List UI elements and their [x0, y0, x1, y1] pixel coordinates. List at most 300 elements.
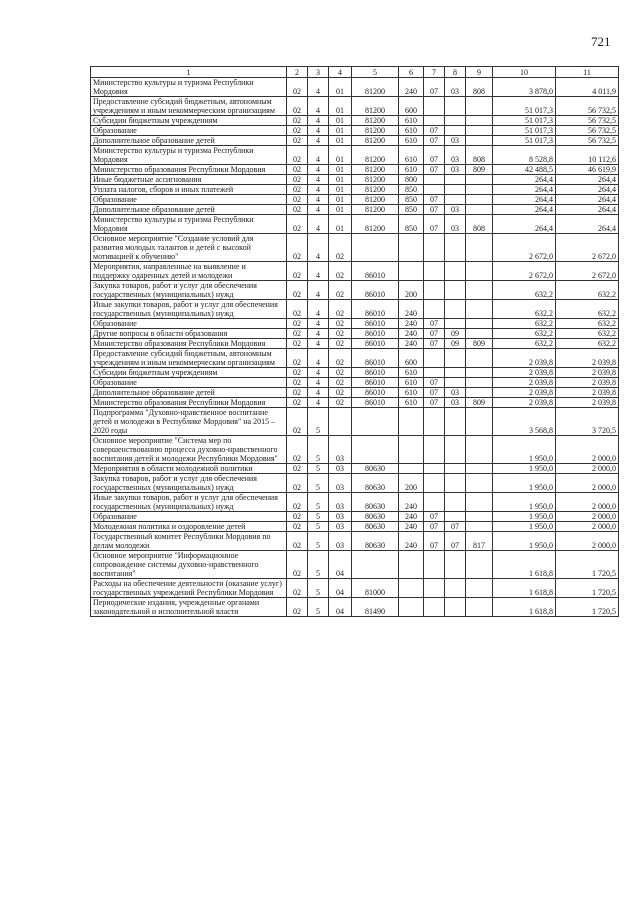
row-name: Дополнительное образование детей [91, 136, 287, 146]
code-cell: 02 [287, 136, 308, 146]
code-cell: 80630 [352, 512, 399, 522]
code-cell: 86010 [352, 281, 399, 300]
row-name: Образование [91, 512, 287, 522]
row-name: Образование [91, 195, 287, 205]
code-cell [352, 234, 399, 262]
code-cell: 02 [287, 195, 308, 205]
code-cell: 09 [445, 339, 466, 349]
code-cell: 4 [308, 339, 329, 349]
code-cell [445, 319, 466, 329]
code-cell: 01 [329, 205, 352, 215]
code-cell: 850 [399, 205, 424, 215]
code-cell [399, 598, 424, 617]
row-name: Предоставление субсидий бюджетным, автономным учреждениям и иным некоммерческим организациям [91, 97, 287, 116]
amount-cell: 2 039,8 [556, 349, 619, 368]
budget-table [90, 66, 619, 617]
code-cell [445, 378, 466, 388]
code-cell: 03 [329, 532, 352, 551]
code-cell: 02 [329, 234, 352, 262]
column-header: 6 [399, 67, 424, 78]
code-cell: 02 [287, 408, 308, 436]
amount-cell: 632,2 [493, 329, 556, 339]
row-name: Образование [91, 126, 287, 136]
column-header: 1 [91, 67, 287, 78]
code-cell: 07 [424, 136, 445, 146]
table-row [91, 329, 619, 339]
table-row [91, 339, 619, 349]
table-row [91, 215, 619, 234]
code-cell: 86010 [352, 378, 399, 388]
code-cell [424, 281, 445, 300]
row-name: Молодежная политика и оздоровление детей [91, 522, 287, 532]
code-cell: 240 [399, 339, 424, 349]
code-cell: 809 [466, 339, 493, 349]
code-cell [466, 408, 493, 436]
code-cell: 81200 [352, 116, 399, 126]
code-cell: 817 [466, 532, 493, 551]
code-cell: 80630 [352, 493, 399, 512]
code-cell [399, 551, 424, 579]
code-cell: 02 [329, 368, 352, 378]
code-cell: 86010 [352, 329, 399, 339]
code-cell: 80630 [352, 532, 399, 551]
code-cell [424, 551, 445, 579]
code-cell [466, 368, 493, 378]
code-cell [466, 185, 493, 195]
code-cell: 5 [308, 493, 329, 512]
table-row [91, 300, 619, 319]
code-cell: 02 [287, 378, 308, 388]
row-name: Закупка товаров, работ и услуг для обеспечения государственных (муниципальных) нужд [91, 281, 287, 300]
table-row [91, 175, 619, 185]
amount-cell: 1 720,5 [556, 598, 619, 617]
amount-cell: 632,2 [556, 281, 619, 300]
code-cell [424, 464, 445, 474]
amount-cell: 2 039,8 [493, 368, 556, 378]
row-name: Дополнительное образование детей [91, 205, 287, 215]
code-cell: 07 [424, 205, 445, 215]
code-cell: 03 [329, 493, 352, 512]
code-cell: 01 [329, 126, 352, 136]
column-header: 10 [493, 67, 556, 78]
code-cell: 4 [308, 378, 329, 388]
code-cell: 02 [287, 339, 308, 349]
amount-cell: 2 039,8 [493, 398, 556, 408]
amount-cell: 3 878,0 [493, 78, 556, 97]
code-cell [445, 464, 466, 474]
code-cell: 240 [399, 300, 424, 319]
row-name: Закупка товаров, работ и услуг для обеспечения государственных (муниципальных) нужд [91, 474, 287, 493]
code-cell: 610 [399, 136, 424, 146]
amount-cell: 51 017,3 [493, 97, 556, 116]
code-cell [466, 281, 493, 300]
code-cell: 610 [399, 116, 424, 126]
code-cell: 4 [308, 175, 329, 185]
amount-cell: 264,4 [556, 215, 619, 234]
code-cell: 4 [308, 126, 329, 136]
table-row [91, 185, 619, 195]
amount-cell: 1 950,0 [493, 532, 556, 551]
amount-cell: 264,4 [556, 185, 619, 195]
amount-cell: 2 672,0 [493, 262, 556, 281]
code-cell: 5 [308, 551, 329, 579]
code-cell: 240 [399, 522, 424, 532]
code-cell [424, 97, 445, 116]
code-cell [466, 522, 493, 532]
amount-cell: 1 950,0 [493, 464, 556, 474]
amount-cell: 2 000,0 [556, 493, 619, 512]
code-cell: 02 [287, 398, 308, 408]
code-cell [424, 262, 445, 281]
table-row [91, 165, 619, 175]
code-cell [399, 262, 424, 281]
code-cell [445, 598, 466, 617]
page-number: 721 [591, 34, 611, 49]
row-name: Основное мероприятие "Система мер по совершенствованию процесса духовно-нравственного воспитания детей и молодежи Республики Мордовия" [91, 436, 287, 464]
amount-cell: 264,4 [493, 205, 556, 215]
code-cell [445, 512, 466, 522]
code-cell [466, 234, 493, 262]
amount-cell: 264,4 [556, 205, 619, 215]
amount-cell: 1 618,8 [493, 598, 556, 617]
code-cell: 81200 [352, 146, 399, 165]
code-cell: 02 [329, 329, 352, 339]
amount-cell: 46 619,9 [556, 165, 619, 175]
row-name: Другие вопросы в области образования [91, 329, 287, 339]
table-row [91, 368, 619, 378]
table-row [91, 195, 619, 205]
code-cell: 02 [329, 339, 352, 349]
code-cell: 86010 [352, 262, 399, 281]
amount-cell: 264,4 [493, 175, 556, 185]
code-cell [352, 436, 399, 464]
code-cell [445, 185, 466, 195]
code-cell: 03 [445, 146, 466, 165]
code-cell: 610 [399, 165, 424, 175]
code-cell: 4 [308, 300, 329, 319]
amount-cell: 1 950,0 [493, 522, 556, 532]
code-cell: 07 [424, 78, 445, 97]
code-cell: 02 [287, 215, 308, 234]
table-body [91, 78, 619, 617]
code-cell [445, 262, 466, 281]
amount-cell: 264,4 [493, 215, 556, 234]
column-header: 5 [352, 67, 399, 78]
amount-cell: 264,4 [493, 185, 556, 195]
code-cell: 86010 [352, 398, 399, 408]
amount-cell: 1 618,8 [493, 551, 556, 579]
code-cell: 02 [287, 205, 308, 215]
table-row [91, 512, 619, 522]
code-cell [445, 493, 466, 512]
code-cell: 02 [287, 165, 308, 175]
code-cell: 03 [329, 436, 352, 464]
table-row [91, 378, 619, 388]
code-cell: 86010 [352, 349, 399, 368]
code-cell [445, 126, 466, 136]
table-row [91, 136, 619, 146]
code-cell: 02 [329, 319, 352, 329]
code-cell: 4 [308, 185, 329, 195]
row-name: Подпрограмма "Духовно-нравственное воспитание детей и молодежи в Республике Мордовия" на 2015 – 2020 годы [91, 408, 287, 436]
code-cell: 07 [445, 522, 466, 532]
code-cell [399, 579, 424, 598]
amount-cell: 2 039,8 [556, 388, 619, 398]
code-cell: 02 [329, 388, 352, 398]
code-cell: 4 [308, 388, 329, 398]
code-cell: 200 [399, 474, 424, 493]
amount-cell: 56 732,5 [556, 97, 619, 116]
code-cell: 81200 [352, 195, 399, 205]
code-cell [445, 234, 466, 262]
row-name: Субсидии бюджетным учреждениям [91, 116, 287, 126]
code-cell: 850 [399, 195, 424, 205]
code-cell [399, 436, 424, 464]
amount-cell: 2 039,8 [493, 388, 556, 398]
code-cell: 4 [308, 398, 329, 408]
code-cell: 02 [287, 598, 308, 617]
table-row [91, 97, 619, 116]
code-cell [424, 493, 445, 512]
table-row [91, 146, 619, 165]
code-cell [466, 262, 493, 281]
code-cell: 5 [308, 522, 329, 532]
code-cell: 81200 [352, 205, 399, 215]
amount-cell: 2 000,0 [556, 474, 619, 493]
table-row [91, 474, 619, 493]
row-name: Министерство культуры и туризма Республики Мордовия [91, 215, 287, 234]
code-cell [466, 349, 493, 368]
code-cell: 09 [445, 329, 466, 339]
code-cell [424, 474, 445, 493]
code-cell [466, 378, 493, 388]
code-cell: 03 [445, 136, 466, 146]
code-cell: 07 [424, 339, 445, 349]
code-cell: 01 [329, 165, 352, 175]
code-cell [445, 281, 466, 300]
column-header: 9 [466, 67, 493, 78]
code-cell: 02 [287, 388, 308, 398]
code-cell: 03 [445, 205, 466, 215]
code-cell [424, 408, 445, 436]
row-name: Мероприятия в области молодежной политики [91, 464, 287, 474]
code-cell [445, 408, 466, 436]
code-cell: 4 [308, 78, 329, 97]
code-cell: 02 [329, 281, 352, 300]
amount-cell: 4 011,9 [556, 78, 619, 97]
amount-cell: 2 039,8 [493, 378, 556, 388]
code-cell: 02 [287, 319, 308, 329]
code-cell: 86010 [352, 388, 399, 398]
code-cell: 02 [287, 126, 308, 136]
amount-cell: 51 017,3 [493, 136, 556, 146]
code-cell: 81200 [352, 175, 399, 185]
code-cell: 02 [287, 97, 308, 116]
code-cell: 03 [445, 388, 466, 398]
code-cell: 240 [399, 512, 424, 522]
code-cell: 03 [329, 512, 352, 522]
amount-cell: 1 950,0 [493, 436, 556, 464]
row-name: Субсидии бюджетным учреждениям [91, 368, 287, 378]
code-cell [424, 598, 445, 617]
code-cell: 4 [308, 146, 329, 165]
code-cell [466, 126, 493, 136]
table-header-row [91, 67, 619, 78]
table-row [91, 493, 619, 512]
code-cell: 4 [308, 349, 329, 368]
amount-cell: 1 618,8 [493, 579, 556, 598]
table-row [91, 436, 619, 464]
amount-cell: 2 000,0 [556, 436, 619, 464]
row-name: Министерство образования Республики Мордовия [91, 398, 287, 408]
amount-cell: 2 672,0 [493, 234, 556, 262]
code-cell: 81490 [352, 598, 399, 617]
code-cell: 4 [308, 281, 329, 300]
row-name: Расходы на обеспечение деятельности (оказание услуг) государственных учреждений Республики Мордовия [91, 579, 287, 598]
table-row [91, 281, 619, 300]
row-name: Предоставление субсидий бюджетным, автономным учреждениям и иным некоммерческим организациям [91, 349, 287, 368]
code-cell: 02 [329, 349, 352, 368]
code-cell: 850 [399, 215, 424, 234]
code-cell [424, 349, 445, 368]
amount-cell: 632,2 [556, 300, 619, 319]
code-cell: 809 [466, 398, 493, 408]
code-cell [445, 195, 466, 205]
row-name: Уплата налогов, сборов и иных платежей [91, 185, 287, 195]
code-cell: 02 [287, 262, 308, 281]
code-cell [466, 329, 493, 339]
code-cell: 01 [329, 78, 352, 97]
table-row [91, 598, 619, 617]
code-cell [445, 175, 466, 185]
code-cell: 02 [287, 532, 308, 551]
code-cell: 02 [287, 493, 308, 512]
code-cell [424, 300, 445, 319]
code-cell [424, 234, 445, 262]
code-cell: 07 [424, 165, 445, 175]
code-cell: 02 [287, 512, 308, 522]
amount-cell: 42 488,5 [493, 165, 556, 175]
code-cell: 610 [399, 368, 424, 378]
code-cell: 610 [399, 388, 424, 398]
code-cell [466, 97, 493, 116]
code-cell [445, 300, 466, 319]
code-cell: 800 [399, 175, 424, 185]
code-cell: 5 [308, 464, 329, 474]
code-cell [445, 97, 466, 116]
code-cell [466, 195, 493, 205]
code-cell: 610 [399, 398, 424, 408]
amount-cell: 632,2 [493, 281, 556, 300]
code-cell: 4 [308, 215, 329, 234]
row-name: Основное мероприятие "Информационное сопровождение системы духовно-нравственного воспитания" [91, 551, 287, 579]
code-cell: 01 [329, 215, 352, 234]
code-cell [466, 388, 493, 398]
code-cell: 02 [287, 474, 308, 493]
code-cell: 610 [399, 146, 424, 165]
code-cell: 200 [399, 281, 424, 300]
row-name: Дополнительное образование детей [91, 388, 287, 398]
code-cell [424, 185, 445, 195]
code-cell: 01 [329, 175, 352, 185]
row-name: Министерство образования Республики Мордовия [91, 339, 287, 349]
code-cell: 610 [399, 378, 424, 388]
code-cell: 02 [287, 175, 308, 185]
code-cell: 02 [329, 378, 352, 388]
code-cell: 81200 [352, 215, 399, 234]
code-cell: 03 [445, 78, 466, 97]
amount-cell: 2 000,0 [556, 512, 619, 522]
amount-cell: 2 039,8 [556, 398, 619, 408]
code-cell: 4 [308, 165, 329, 175]
code-cell [466, 512, 493, 522]
amount-cell: 1 950,0 [493, 493, 556, 512]
code-cell: 81200 [352, 126, 399, 136]
amount-cell: 632,2 [556, 329, 619, 339]
code-cell [466, 579, 493, 598]
amount-cell: 2 039,8 [493, 349, 556, 368]
code-cell: 07 [424, 378, 445, 388]
code-cell: 808 [466, 215, 493, 234]
code-cell [424, 175, 445, 185]
code-cell: 86010 [352, 300, 399, 319]
code-cell [424, 436, 445, 464]
amount-cell: 632,2 [556, 339, 619, 349]
code-cell [466, 464, 493, 474]
code-cell: 07 [424, 532, 445, 551]
amount-cell: 56 732,5 [556, 136, 619, 146]
code-cell: 02 [287, 551, 308, 579]
code-cell: 04 [329, 598, 352, 617]
row-name: Министерство образования Республики Мордовия [91, 165, 287, 175]
code-cell: 600 [399, 97, 424, 116]
code-cell: 02 [329, 398, 352, 408]
code-cell [466, 474, 493, 493]
code-cell: 07 [424, 329, 445, 339]
table-row [91, 262, 619, 281]
code-cell: 01 [329, 195, 352, 205]
code-cell: 03 [445, 215, 466, 234]
amount-cell: 2 039,8 [556, 368, 619, 378]
column-header: 7 [424, 67, 445, 78]
code-cell: 07 [424, 146, 445, 165]
code-cell [329, 408, 352, 436]
column-header: 4 [329, 67, 352, 78]
code-cell: 808 [466, 146, 493, 165]
column-header: 11 [556, 67, 619, 78]
code-cell: 07 [424, 512, 445, 522]
code-cell: 240 [399, 493, 424, 512]
amount-cell: 2 672,0 [556, 262, 619, 281]
code-cell: 80630 [352, 522, 399, 532]
amount-cell: 10 112,6 [556, 146, 619, 165]
amount-cell: 264,4 [556, 195, 619, 205]
table-row [91, 551, 619, 579]
code-cell: 07 [424, 522, 445, 532]
code-cell: 02 [287, 78, 308, 97]
code-cell: 4 [308, 116, 329, 126]
code-cell: 07 [424, 398, 445, 408]
code-cell: 02 [287, 329, 308, 339]
table-row [91, 349, 619, 368]
code-cell: 01 [329, 185, 352, 195]
row-name: Образование [91, 319, 287, 329]
code-cell: 02 [287, 464, 308, 474]
code-cell: 07 [424, 388, 445, 398]
code-cell: 03 [445, 165, 466, 175]
table-row [91, 398, 619, 408]
table-row [91, 408, 619, 436]
